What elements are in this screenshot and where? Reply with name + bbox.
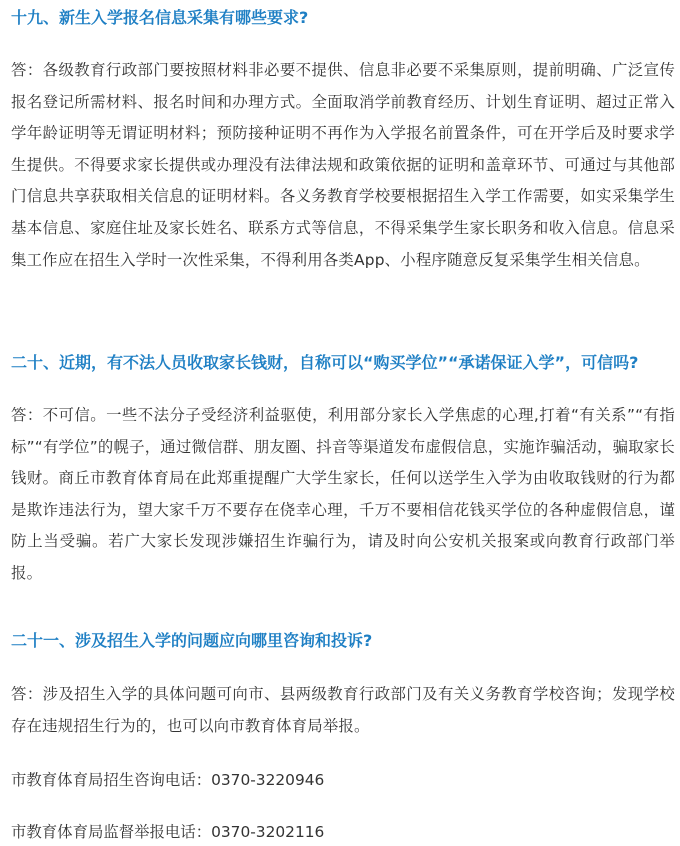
section-19-answer: 答：各级教育行政部门要按照材料非必要不提供、信息非必要不采集原则，提前明确、广泛宣传报名登记所需材料、报名时间和办理方式。全面取消学前教育经历、计划生育证明、超过正常入学年龄证明等无谓证明材料；预防接种证明不再作为入学报名前置条件，可在开学后及时要求学生提供。不得要求家长提供或办理没有法律法规和政策依据的证明和盖章环节、可通过与其他部门信息共享获取相关信息的证明材料。各义务教育学校要根据招生入学工作需要，如实采集学生基本信息、家庭住址及家长姓名、联系方式等信息，不得采集学生家长职务和收入信息。信息采集工作应在招生入学时一次性采集，不得利用各类App、小程序随意反复采集学生相关信息。: [11, 61, 675, 269]
section-19-heading: 十九、新生入学报名信息采集有哪些要求?: [11, 8, 309, 27]
report-phone: 市教育体育局监督举报电话：0370-3202116: [11, 823, 325, 841]
consult-phone: 市教育体育局招生咨询电话：0370-3220946: [11, 771, 325, 789]
section-21-heading: 二十一、涉及招生入学的问题应向哪里咨询和投诉?: [11, 631, 373, 650]
section-21-answer: 答：涉及招生入学的具体问题可向市、县两级教育行政部门及有关义务教育学校咨询；发现学校存在违规招生行为的，也可以向市教育体育局举报。: [11, 685, 675, 735]
section-20-answer: 答：不可信。一些不法分子受经济利益驱使，利用部分家长入学焦虑的心理,打着“有关系”“有指标”“有学位”的幌子，通过微信群、朋友圈、抖音等渠道发布虚假信息，实施诈骗活动，骗取家长钱财。商丘市教育体育局在此郑重提醒广大学生家长，任何以送学生入学为由收取钱财的行为都是欺诈违法行为，望大家千万不要存在侥幸心理，千万不要相信花钱买学位的各种虚假信息，谨防上当受骗。若广大家长发现涉嫌招生诈骗行为，请及时向公安机关报案或向教育行政部门举报。: [11, 406, 675, 582]
section-20-heading: 二十、近期，有不法人员收取家长钱财，自称可以“购买学位”“承诺保证入学”，可信吗?: [11, 353, 639, 372]
